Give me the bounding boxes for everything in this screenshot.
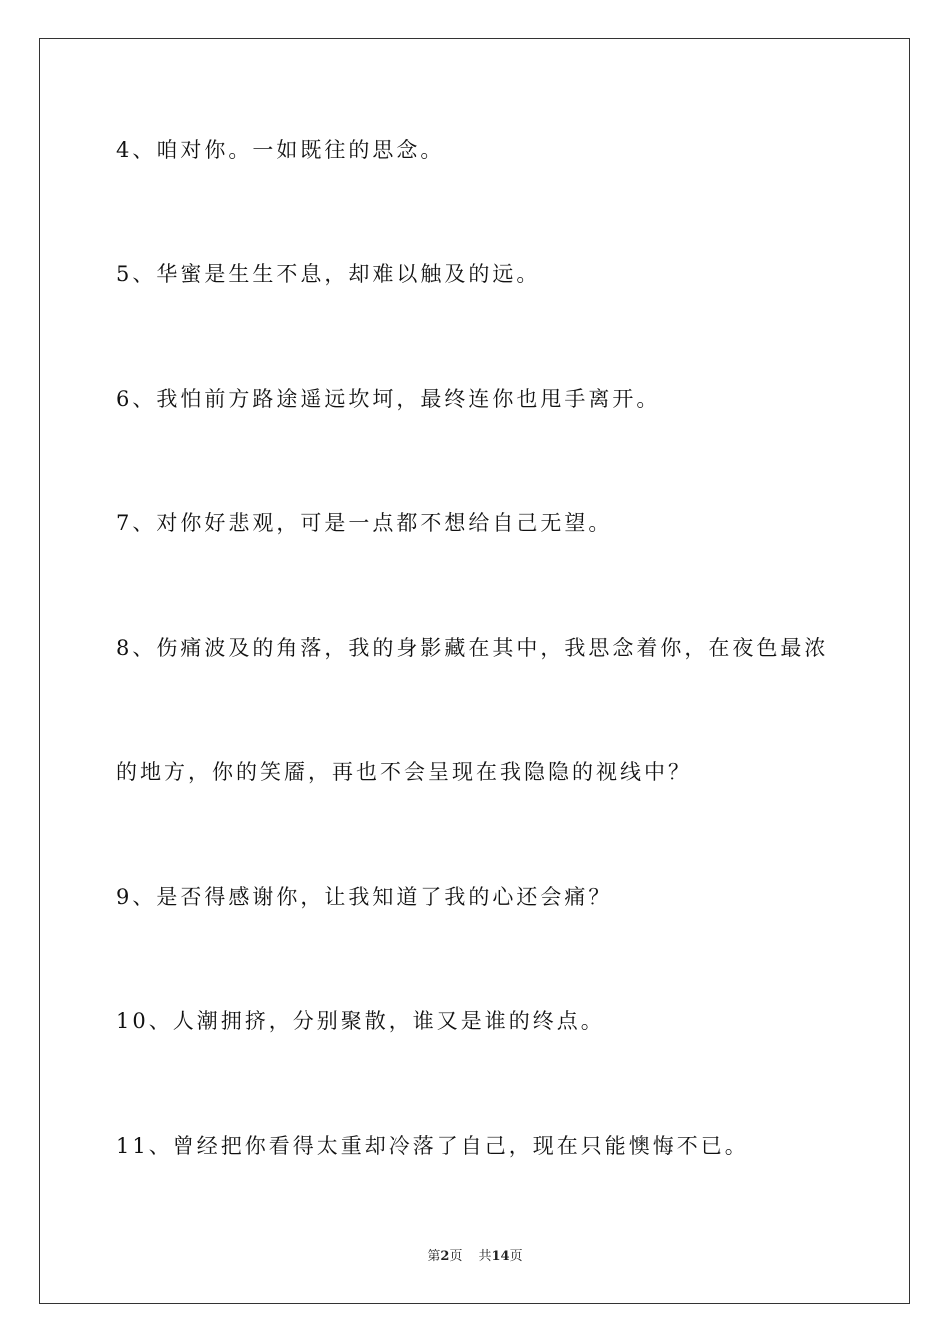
page-prefix: 第 xyxy=(427,1249,441,1264)
page-border xyxy=(39,38,910,1304)
text-line-6: 6、我怕前方路途遥远坎坷，最终连你也甩手离开。 xyxy=(116,387,661,411)
total-suffix: 页 xyxy=(509,1249,523,1264)
text-line-8: 8、伤痛波及的角落，我的身影藏在其中，我思念着你，在夜色最浓 xyxy=(116,636,829,660)
total-prefix: 共 xyxy=(478,1249,492,1264)
text-line-5: 5、华蜜是生生不息，却难以触及的远。 xyxy=(116,262,541,286)
text-line-7: 7、对你好悲观，可是一点都不想给自己无望。 xyxy=(116,511,613,535)
page-footer xyxy=(0,1245,950,1264)
total-pages: 14 xyxy=(491,1249,510,1264)
text-line-10: 10、人潮拥挤，分别聚散，谁又是谁的终点。 xyxy=(116,1009,605,1033)
text-line-11: 11、曾经把你看得太重却冷落了自己，现在只能懊悔不已。 xyxy=(116,1134,749,1158)
page-suffix: 页 xyxy=(449,1249,463,1264)
text-line-8-continued: 的地方，你的笑靥，再也不会呈现在我隐隐的视线中？ xyxy=(116,760,692,784)
page-number: 2 xyxy=(440,1249,450,1264)
text-line-4: 4、咱对你。一如既往的思念。 xyxy=(116,138,445,162)
text-line-9: 9、是否得感谢你，让我知道了我的心还会痛？ xyxy=(116,885,613,909)
